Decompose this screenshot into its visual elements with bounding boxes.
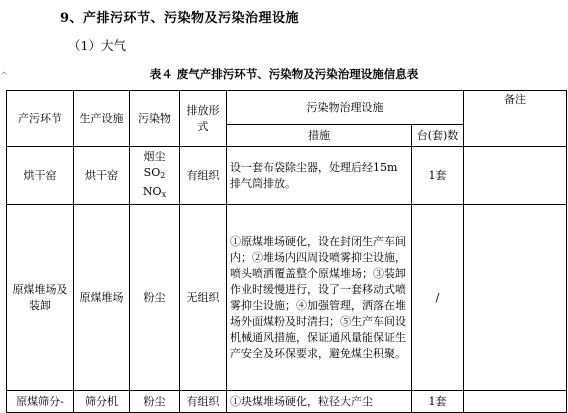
- section-heading: 9、产排污环节、污染物及污染治理设施: [60, 11, 300, 26]
- cell-pollutant: [130, 147, 180, 205]
- cell-facility: 烘干窑: [74, 147, 130, 205]
- table-row: [7, 205, 567, 391]
- header-source: 产污环节: [7, 91, 74, 147]
- header-emission: 排放形式: [180, 91, 227, 147]
- header-row: [7, 91, 567, 125]
- header-facility: 生产设施: [74, 91, 130, 147]
- cell-units: /: [412, 205, 464, 391]
- cell-emission: 有组织: [180, 391, 227, 413]
- header-treatment-group: 污染物治理设施: [227, 91, 464, 125]
- cell-pollutant: 粉尘: [130, 391, 180, 413]
- table-row: [7, 391, 567, 413]
- table-row: [7, 147, 567, 205]
- cell-facility: 原煤堆场: [74, 205, 130, 391]
- pollutant-line-so2: $SO_2$: [143, 165, 166, 180]
- cell-measures: ①原煤堆场硬化，设在封闭生产车间内；②堆场内四周设喷雾抑尘设施，喷头喷洒覆盖整个原煤堆场；③装卸作业时缓慢进行，设了一套移动式喷雾抑尘设施；④加强管理，洒落在堆场外面煤粉及时清扫；⑤生产车间设机械通风措施，保证通风量能保证生产安全及环保要求，避免煤尘积聚。: [227, 205, 412, 391]
- cell-source: 烘干窑: [7, 147, 74, 205]
- header-pollutant: 污染物: [130, 91, 180, 147]
- cell-measures: ①块煤堆场硬化，粒径大产尘: [227, 391, 412, 413]
- cell-source: 原煤堆场及装卸: [7, 205, 74, 391]
- header-measures: 措施: [227, 125, 412, 147]
- pollutant-line-dust: 烟尘: [143, 149, 166, 163]
- cell-remarks: [464, 147, 567, 205]
- cell-units: 1套: [412, 391, 464, 413]
- cell-remarks: [464, 391, 567, 413]
- cell-source: 原煤筛分-: [7, 391, 74, 413]
- cell-pollutant: 粉尘: [130, 205, 180, 391]
- subsection-heading: （1）大气: [68, 38, 126, 53]
- cell-facility: 筛分机: [74, 391, 130, 413]
- cell-measures: 设一套布袋除尘器，处理后经15m 排气筒排放。: [227, 147, 412, 205]
- cell-remarks: [464, 205, 567, 391]
- margin-mark: ^: [0, 71, 9, 82]
- cell-emission: 有组织: [180, 147, 227, 205]
- cell-emission: 无组织: [180, 205, 227, 391]
- pollutant-line-nox: $NO_x$: [142, 184, 167, 199]
- emission-info-table: [6, 90, 567, 413]
- header-remarks: 备注: [464, 91, 567, 147]
- cell-units: 1套: [412, 147, 464, 205]
- header-units: 台(套)数: [412, 125, 464, 147]
- table-title: 表４ 废气产排污环节、污染物及污染治理设施信息表: [149, 67, 419, 81]
